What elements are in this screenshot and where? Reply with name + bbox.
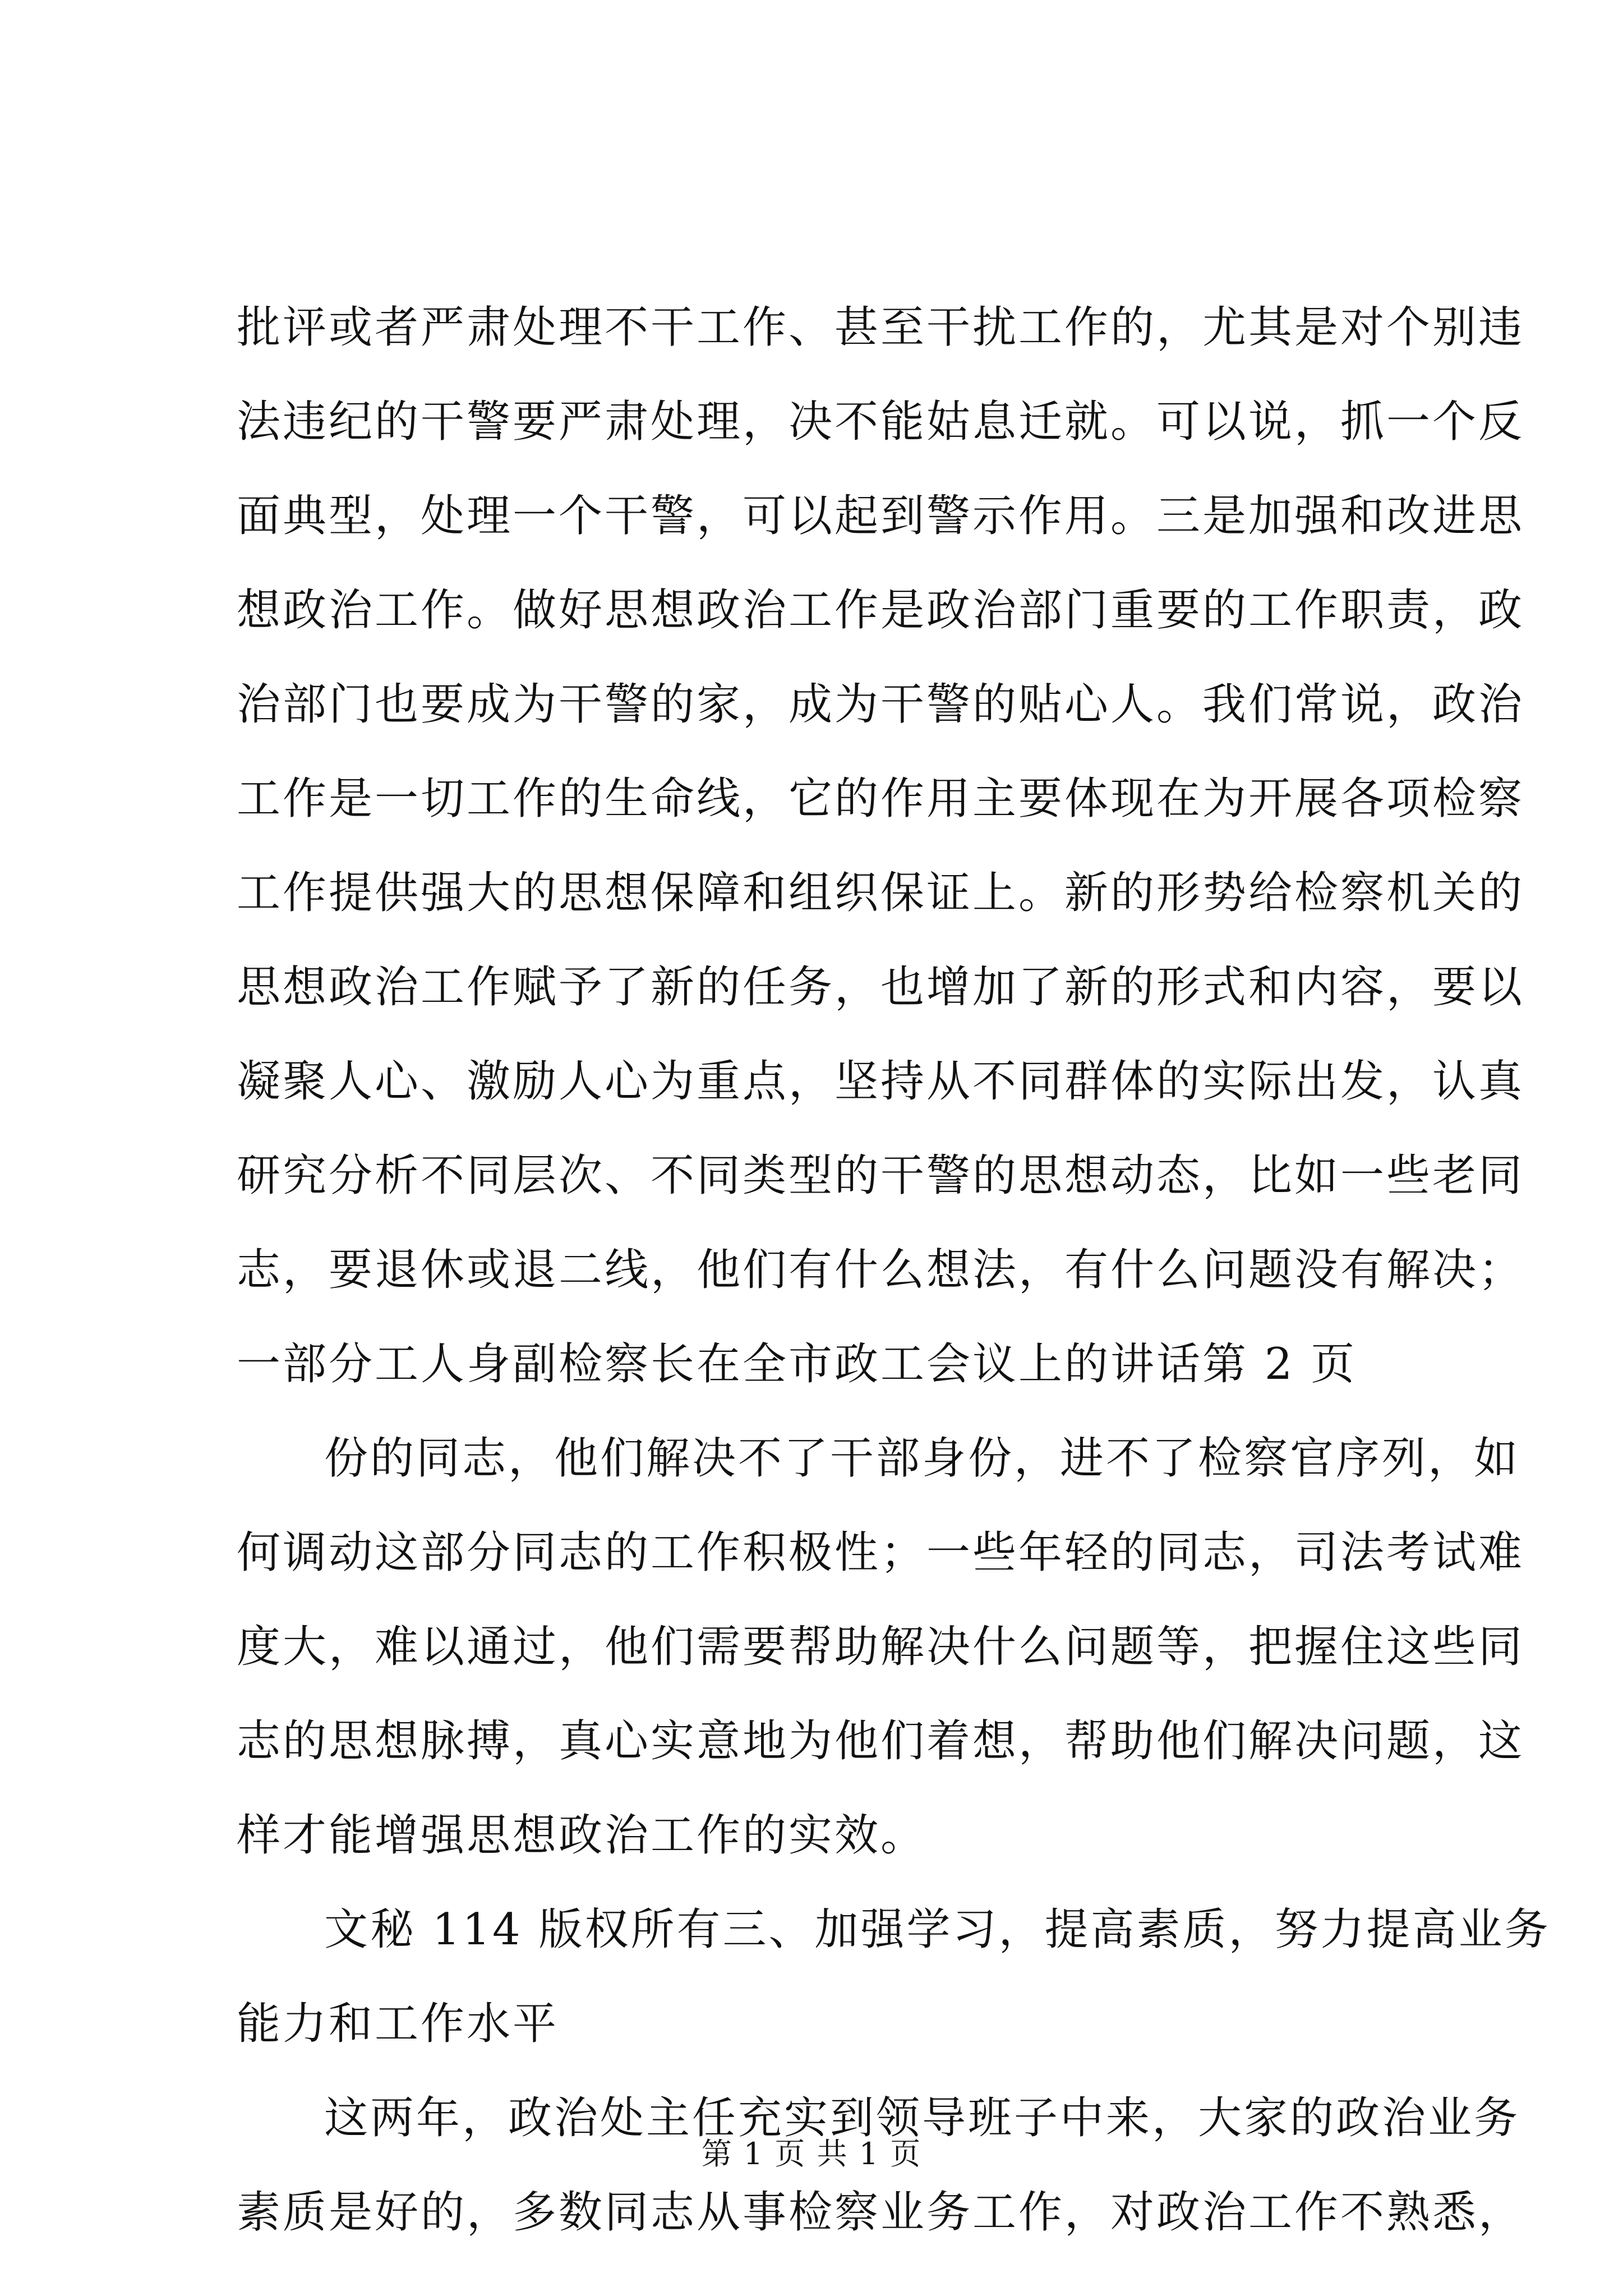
body-text: [237, 280, 1551, 2260]
page-footer: 第 1 页 共 1 页: [701, 2136, 922, 2171]
text-line: 法违纪的干警要严肃处理，决不能姑息迁就。可以说，抓一个反: [237, 397, 1525, 447]
text-line: 思想政治工作赋予了新的任务，也增加了新的形式和内容，要以: [237, 962, 1525, 1013]
text-line: 研究分析不同层次、不同类型的干警的思想动态，比如一些老同: [237, 1151, 1525, 1201]
text-line: 想政治工作。做好思想政治工作是政治部门重要的工作职责，政: [237, 585, 1525, 636]
text-line: 工作是一切工作的生命线，它的作用主要体现在为开展各项检察: [237, 774, 1525, 824]
text-line: 样才能增强思想政治工作的实效。: [237, 1810, 927, 1861]
text-line: 工作提供强大的思想保障和组织保证上。新的形势给检察机关的: [237, 868, 1525, 918]
text-line: 素质是好的，多数同志从事检察业务工作，对政治工作不熟悉，: [237, 2187, 1525, 2238]
text-line: 志，要退休或退二线，他们有什么想法，有什么问题没有解决；: [237, 1245, 1525, 1295]
text-line: 度大，难以通过，他们需要帮助解决什么问题等，把握住这些同: [237, 1622, 1525, 1672]
text-line: 何调动这部分同志的工作积极性；一些年轻的同志，司法考试难: [237, 1527, 1525, 1578]
text-line: 志的思想脉搏，真心实意地为他们着想，帮助他们解决问题，这: [237, 1716, 1525, 1766]
text-line: 文秘 114 版权所有三、加强学习，提高素质，努力提高业务: [324, 1904, 1551, 1955]
text-line: 一部分工人身副检察长在全市政工会议上的讲话第 2 页: [237, 1339, 1357, 1389]
text-line: 凝聚人心、激励人心为重点，坚持从不同群体的实际出发，认真: [237, 1056, 1525, 1107]
text-line: 治部门也要成为干警的家，成为干警的贴心人。我们常说，政治: [237, 679, 1525, 730]
text-line: 份的同志，他们解决不了干部身份，进不了检察官序列，如: [324, 1433, 1520, 1484]
text-line: 批评或者严肃处理不干工作、甚至干扰工作的，尤其是对个别违: [237, 302, 1525, 353]
text-line: 面典型，处理一个干警，可以起到警示作用。三是加强和改进思: [237, 491, 1525, 541]
text-line: 能力和工作水平: [237, 1999, 559, 2049]
text-line: 这两年，政治处主任充实到领导班子中来，大家的政治业务: [324, 2093, 1520, 2143]
